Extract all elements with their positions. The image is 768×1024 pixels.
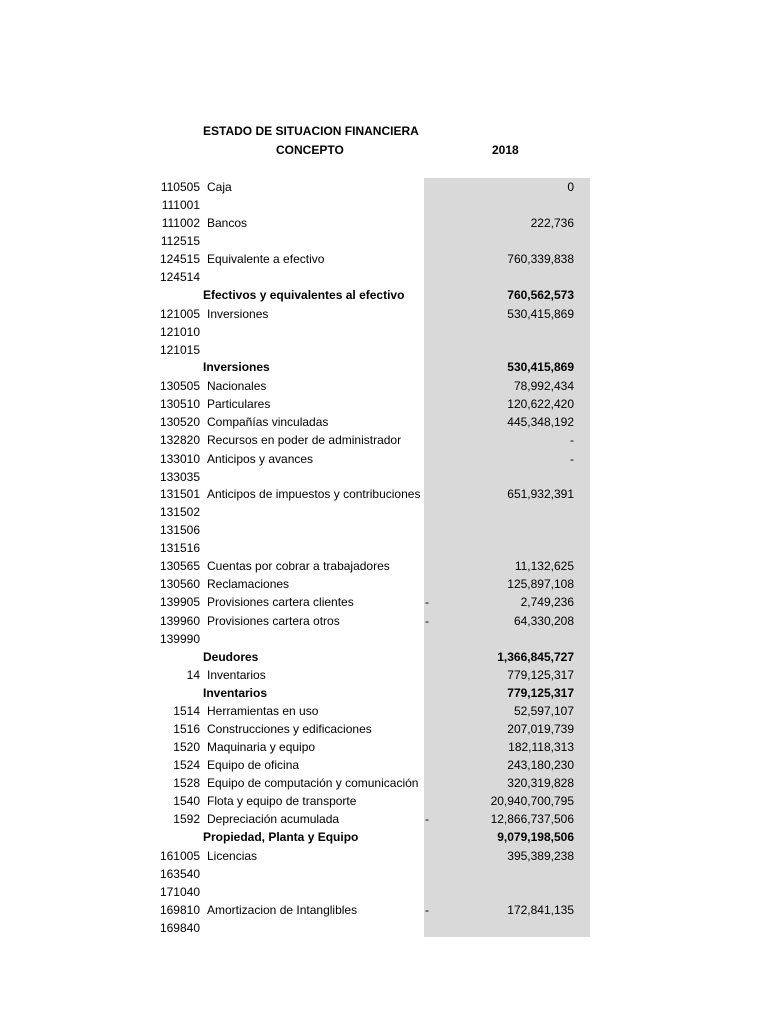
account-row	[0, 521, 768, 539]
account-row	[0, 630, 768, 648]
account-value: 243,180,230	[507, 758, 574, 772]
account-code: 121015	[159, 343, 200, 357]
account-row	[0, 919, 768, 937]
account-row	[0, 377, 768, 395]
account-concept: Licencias	[207, 849, 258, 863]
subtotal-label: Inversiones	[203, 360, 270, 374]
account-row	[0, 539, 768, 557]
subtotal-value: 530,415,869	[507, 360, 574, 374]
account-code: 1528	[173, 776, 200, 790]
account-code: 132820	[159, 433, 200, 447]
account-concept: Provisiones cartera otros	[207, 614, 340, 628]
account-code: 130510	[159, 397, 200, 411]
account-value: 395,389,238	[507, 849, 574, 863]
account-code: 1592	[173, 812, 200, 826]
account-row	[0, 901, 768, 919]
account-value: 0	[567, 180, 574, 194]
account-row	[0, 792, 768, 810]
account-row	[0, 557, 768, 575]
account-row	[0, 196, 768, 214]
account-row	[0, 395, 768, 413]
account-row	[0, 468, 768, 486]
account-concept: Caja	[207, 180, 232, 194]
account-concept: Bancos	[207, 216, 248, 230]
subtotal-value: 760,562,573	[507, 288, 574, 302]
subtotal-label: Deudores	[203, 650, 259, 664]
account-code: 14	[186, 668, 200, 682]
subtotal-label: Propiedad, Planta y Equipo	[203, 830, 359, 844]
account-code: 121010	[159, 325, 200, 339]
account-code: 112515	[160, 234, 200, 248]
account-value: 125,897,108	[507, 577, 574, 591]
account-row	[0, 341, 768, 359]
account-value: 120,622,420	[507, 397, 574, 411]
account-code: 171040	[159, 885, 200, 899]
account-concept: Construcciones y edificaciones	[207, 722, 372, 736]
account-value: 445,348,192	[507, 415, 574, 429]
account-concept: Anticipos y avances	[207, 452, 314, 466]
year-column-header: 2018	[492, 143, 519, 157]
account-code: 131501	[159, 487, 200, 501]
account-concept: Depreciación acumulada	[207, 812, 340, 826]
account-concept: Maquinaria y equipo	[207, 740, 316, 754]
account-code: 161005	[159, 849, 200, 863]
account-code: 169840	[159, 921, 200, 935]
account-row	[0, 575, 768, 593]
account-row	[0, 268, 768, 286]
subtotal-row	[0, 648, 768, 666]
account-code: 133010	[159, 452, 200, 466]
account-code: 111002	[161, 216, 200, 230]
negative-sign: -	[425, 595, 429, 609]
account-concept: Inventarios	[207, 668, 266, 682]
account-value: 651,932,391	[507, 487, 574, 501]
account-value: 779,125,317	[507, 668, 574, 682]
account-concept: Equipo de oficina	[207, 758, 300, 772]
account-code: 131516	[159, 541, 200, 555]
subtotal-value: 779,125,317	[507, 686, 574, 700]
account-value: 64,330,208	[513, 614, 574, 628]
account-code: 130560	[159, 577, 200, 591]
account-code: 1514	[173, 704, 200, 718]
account-value: 52,597,107	[513, 704, 574, 718]
account-value: 172,841,135	[507, 903, 574, 917]
account-row	[0, 503, 768, 521]
account-code: 139905	[159, 595, 200, 609]
account-concept: Provisiones cartera clientes	[207, 595, 354, 609]
account-row	[0, 738, 768, 756]
account-code: 124514	[159, 270, 200, 284]
account-row	[0, 865, 768, 883]
account-concept: Anticipos de impuestos y contribuciones	[207, 487, 421, 501]
account-code: 1540	[173, 794, 200, 808]
account-concept: Equipo de computación y comunicación	[207, 776, 419, 790]
account-code: 124515	[159, 252, 200, 266]
account-value: 530,415,869	[507, 307, 574, 321]
subtotal-value: 1,366,845,727	[497, 650, 574, 664]
account-concept: Flota y equipo de transporte	[207, 794, 357, 808]
account-code: 130565	[159, 559, 200, 573]
account-value: -	[570, 433, 574, 447]
account-row	[0, 666, 768, 684]
account-row	[0, 612, 768, 630]
account-concept: Reclamaciones	[207, 577, 290, 591]
account-row	[0, 413, 768, 431]
account-code: 131502	[159, 505, 200, 519]
concept-column-header: CONCEPTO	[276, 143, 344, 157]
subtotal-row	[0, 828, 768, 846]
subtotal-row	[0, 684, 768, 702]
account-code: 169810	[159, 903, 200, 917]
account-code: 139960	[159, 614, 200, 628]
account-value: 182,118,313	[508, 740, 574, 754]
account-row	[0, 323, 768, 341]
account-concept: Recursos en poder de administrador	[207, 433, 402, 447]
account-concept: Equivalente a efectivo	[207, 252, 325, 266]
account-code: 1520	[173, 740, 200, 754]
account-row	[0, 883, 768, 901]
account-value: 320,319,828	[507, 776, 574, 790]
account-concept: Herramientas en uso	[207, 704, 319, 718]
account-concept: Cuentas por cobrar a trabajadores	[207, 559, 390, 573]
subtotal-row	[0, 358, 768, 376]
account-concept: Compañías vinculadas	[207, 415, 329, 429]
account-row	[0, 305, 768, 323]
account-row	[0, 810, 768, 828]
account-code: 110505	[160, 180, 200, 194]
account-value: 2,749,236	[520, 595, 574, 609]
account-value: 20,940,700,795	[490, 794, 574, 808]
account-value: 12,866,737,506	[490, 812, 574, 826]
account-code: 131506	[159, 523, 200, 537]
account-concept: Inversiones	[207, 307, 269, 321]
account-value: 11,132,625	[514, 559, 574, 573]
negative-sign: -	[425, 903, 429, 917]
account-code: 1516	[173, 722, 200, 736]
account-row	[0, 593, 768, 611]
account-row	[0, 756, 768, 774]
account-row	[0, 250, 768, 268]
subtotal-label: Efectivos y equivalentes al efectivo	[203, 288, 405, 302]
subtotal-value: 9,079,198,506	[497, 830, 574, 844]
account-code: 130505	[159, 379, 200, 393]
account-value: 222,736	[530, 216, 574, 230]
negative-sign: -	[425, 614, 429, 628]
account-code: 111001	[161, 198, 200, 212]
account-value: 207,019,739	[507, 722, 574, 736]
subtotal-row	[0, 286, 768, 304]
account-code: 139990	[159, 632, 200, 646]
account-value: -	[570, 452, 574, 466]
account-row	[0, 178, 768, 196]
account-row	[0, 847, 768, 865]
account-code: 130520	[159, 415, 200, 429]
account-code: 121005	[159, 307, 200, 321]
account-row	[0, 214, 768, 232]
negative-sign: -	[425, 812, 429, 826]
account-code: 163540	[159, 867, 200, 881]
account-row	[0, 431, 768, 449]
account-row	[0, 720, 768, 738]
account-code: 1524	[173, 758, 200, 772]
subtotal-label: Inventarios	[203, 686, 268, 700]
report-title: ESTADO DE SITUACION FINANCIERA	[203, 124, 419, 138]
account-concept: Particulares	[207, 397, 271, 411]
account-code: 133035	[159, 470, 200, 484]
account-row	[0, 232, 768, 250]
account-value: 760,339,838	[507, 252, 574, 266]
account-value: 78,992,434	[513, 379, 574, 393]
account-row	[0, 702, 768, 720]
account-concept: Amortizacion de Intanglibles	[207, 903, 358, 917]
account-row	[0, 450, 768, 468]
account-row	[0, 774, 768, 792]
account-row	[0, 485, 768, 503]
account-concept: Nacionales	[207, 379, 267, 393]
